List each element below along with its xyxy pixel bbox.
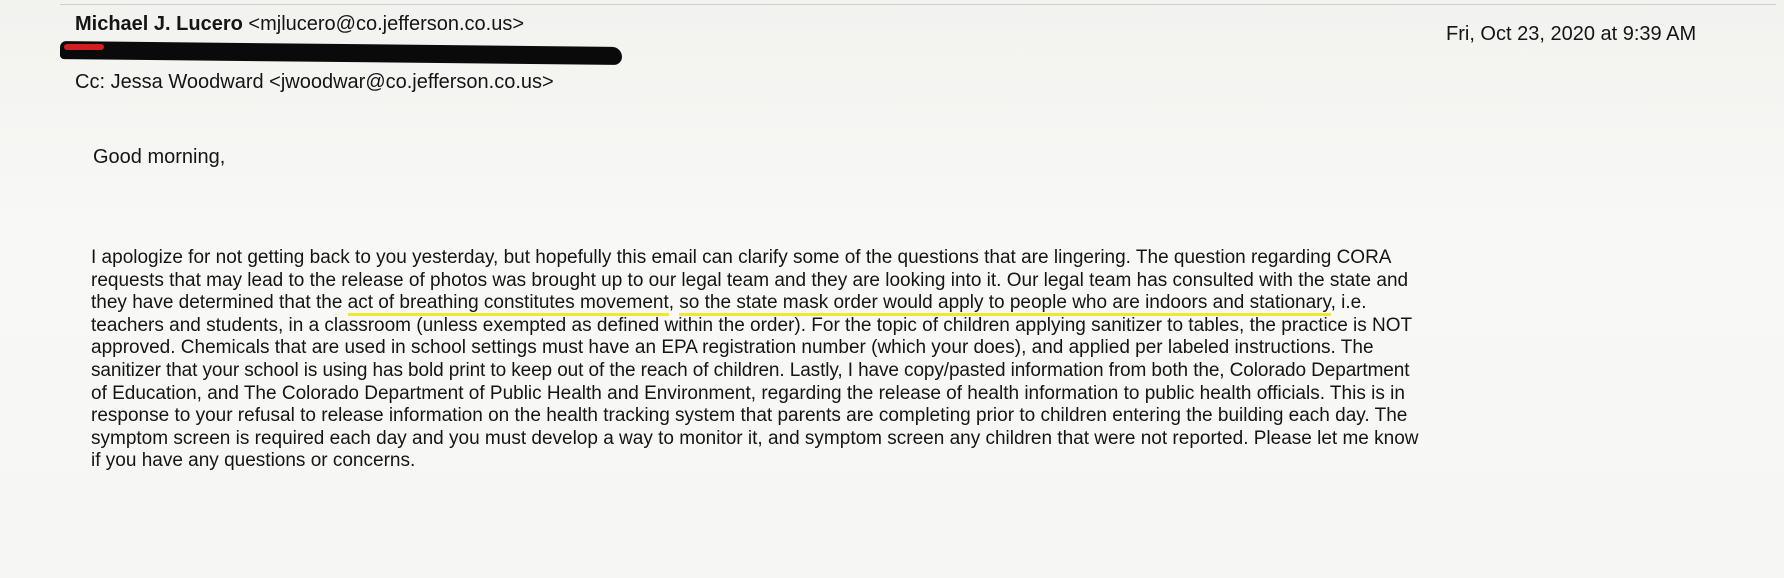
cc-line [75, 70, 554, 94]
email-body [91, 247, 1731, 473]
body-line: of Education, and The Colorado Department of Public Health and Environment, regarding the release of health information to public health officials. This is in [91, 382, 1405, 404]
top-divider [60, 4, 1776, 5]
greeting: Good morning, [93, 146, 226, 168]
cc-value: Jessa Woodward <jwoodwar@co.jefferson.co.us> [110, 71, 554, 93]
body-text-segment: , [668, 292, 680, 314]
body-line: symptom screen is required each day and you must develop a way to monitor it, and symptom screen any children that were not reported. Please let me know [91, 427, 1419, 449]
body-text-segment: they have determined that the [91, 292, 348, 314]
highlighted-phrase: so the state mask order would apply to people who are indoors and stationary [679, 292, 1330, 316]
body-line: teachers and students, in a classroom (unless exempted as defined within the order). For the topic of children applying sanitizer to tables, the practice is NOT [91, 314, 1413, 336]
sender-line [75, 12, 524, 36]
body-line-highlighted [91, 292, 1731, 315]
body-line: if you have any questions or concerns. [91, 450, 416, 472]
cc-label: Cc: [75, 71, 105, 93]
body-line: sanitizer that your school is using has bold print to keep out of the reach of children. Lastly, I have copy/pasted information from both the, Colorado Department [91, 359, 1410, 381]
redaction-red-edge [64, 44, 104, 50]
body-line: response to your refusal to release information on the health tracking system that parents are completing prior to children entering the building each day. The [91, 405, 1408, 427]
body-text-segment: , i.e. [1330, 292, 1367, 314]
sender-email: <mjlucero@co.jefferson.co.us> [248, 13, 525, 35]
body-line: I apologize for not getting back to you yesterday, but hopefully this email can clarify some of the questions that are lingering. The question regarding CORA [91, 247, 1392, 268]
highlighted-phrase: act of breathing constitutes movement [348, 292, 669, 316]
body-line: requests that may lead to the release of photos was brought up to our legal team and they are looking into it. Our legal team has consulted with the state and [91, 269, 1409, 291]
email-date: Fri, Oct 23, 2020 at 9:39 AM [1446, 23, 1697, 45]
redaction-mark [60, 41, 622, 65]
body-line: approved. Chemicals that are used in school settings must have an EPA registration number (which your does), and applied per labeled instructions. The [91, 337, 1374, 359]
sender-name: Michael J. Lucero [75, 13, 243, 35]
